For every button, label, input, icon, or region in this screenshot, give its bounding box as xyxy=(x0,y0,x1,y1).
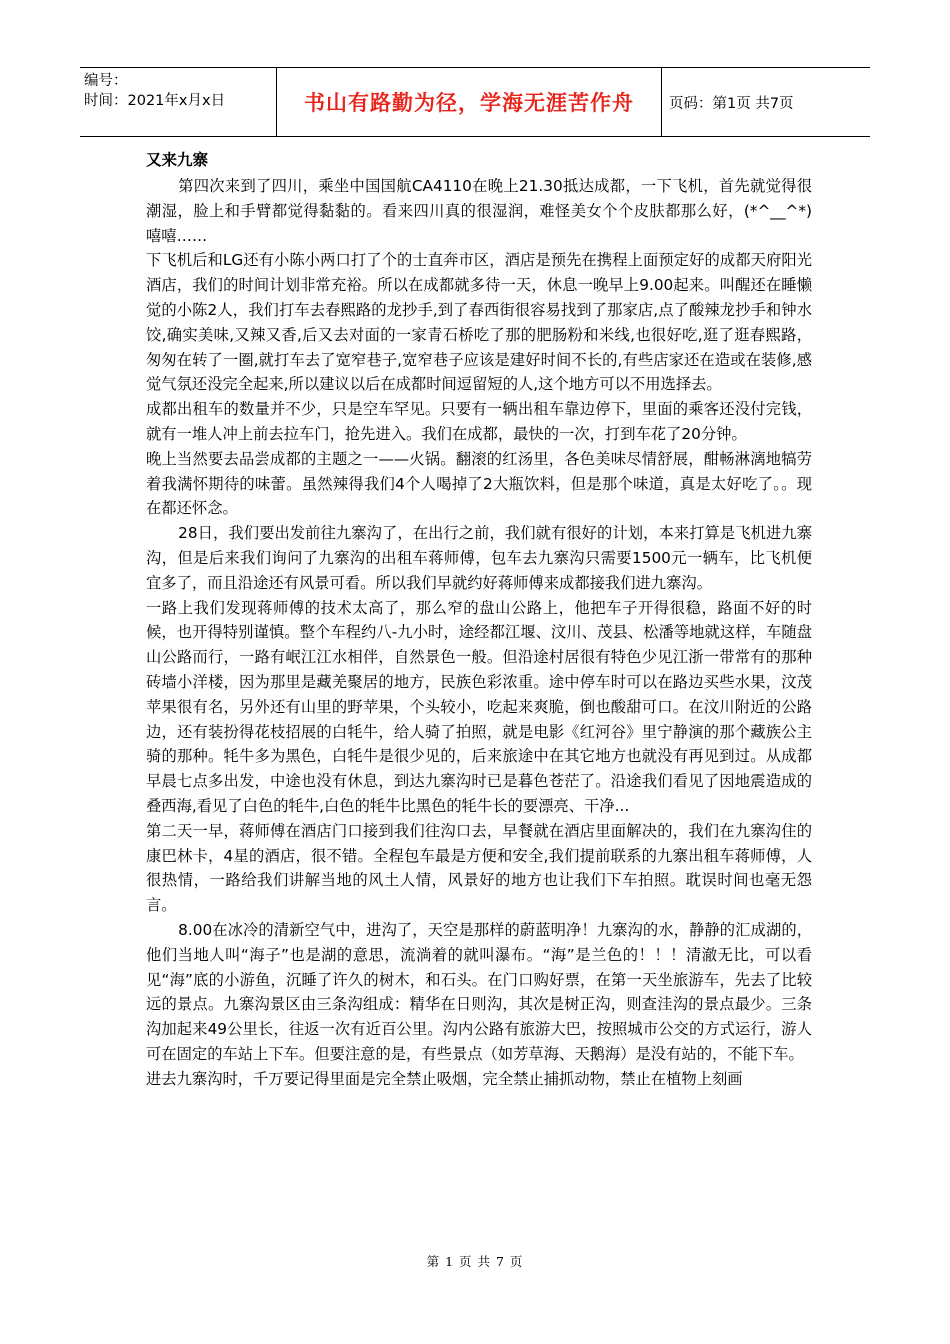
header-page-number: 页码：第1页 共7页 xyxy=(669,95,794,112)
article-body xyxy=(146,147,812,1091)
paragraph: 进去九寨沟时，千万要记得里面是完全禁止吸烟，完全禁止捕抓动物，禁止在植物上刻画 xyxy=(146,1069,743,1088)
paragraph: 晚上当然要去品尝成都的主题之一——火锅。翻滚的红汤里，各色美味尽情舒展，酣畅淋漓地犒劳着我满怀期待的味蕾。虽然辣得我们4个人喝掉了2大瓶饮料，但是那个味道，真是太好吃了。。现在都还怀念。 xyxy=(146,449,812,518)
document-header xyxy=(80,67,870,137)
header-motto: 书山有路勤为径，学海无涯苦作舟 xyxy=(304,91,634,115)
paragraph: 成都出租车的数量并不少，只是空车罕见。只要有一辆出租车靠边停下，里面的乘客还没付完钱，就有一堆人冲上前去拉车门，抢先进入。我们在成都，最快的一次，打到车花了20分钟。 xyxy=(146,400,812,443)
paragraph: 第二天一早，蒋师傅在酒店门口接到我们往沟口去，早餐就在酒店里面解决的，我们在九寨沟住的康巴林卡，4星的酒店，很不错。全程包车最是方便和安全,我们提前联系的九寨出租车蒋师傅，人很热情，一路给我们讲解当地的风土人情，风景好的地方也让我们下车拍照。耽误时间也毫无怨言。 xyxy=(146,821,812,915)
page-footer: 第 1 页 共 7 页 xyxy=(426,1254,524,1269)
header-motto-cell xyxy=(276,68,662,136)
header-page-cell xyxy=(661,68,870,136)
header-meta-cell xyxy=(80,68,276,136)
paragraph: 28日，我们要出发前往九寨沟了，在出行之前，我们就有很好的计划，本来打算是飞机进九寨沟，但是后来我们询问了九寨沟的出租车蒋师傅，包车去九寨沟只需要1500元一辆车，比飞机便宜多了，而且沿途还有风景可看。所以我们早就约好蒋师傅来成都接我们进九寨沟。 xyxy=(146,524,812,592)
paragraph: 一路上我们发现蒋师傅的技术太高了，那么窄的盘山公路上，他把车子开得很稳，路面不好的时候，也开得特别谨慎。整个车程约八-九小时，途经都江堰、汶川、茂县、松潘等地就这样，车随盘山公路而行，一路有岷江江水相伴，自然景色一般。但沿途村居很有特色少见江浙一带常有的那种砖墙小洋楼，因为那里是藏羌聚居的地方，民族色彩浓重。途中停车时可以在路边买些水果，汶茂苹果很有名，另外还有山里的野苹果，个头较小，吃起来爽脆，倒也酸甜可口。在汶川附近的公路边，还有装扮得花枝招展的白牦牛，给人骑了拍照，就是电影《红河谷》里宁静演的那个藏族公主骑的那种。牦牛多为黑色，白牦牛是很少见的，后来旅途中在其它地方也就没有再见到过。从成都早晨七点多出发，中途也没有休息，到达九寨沟时已是暮色苍茫了。沿途我们看见了因地震造成的叠西海,看见了白色的牦牛,白色的牦牛比黑色的牦牛长的要漂亮、干净... xyxy=(146,598,812,815)
date-label: 时间：2021年x月x日 xyxy=(84,93,226,109)
paragraph: 下飞机后和LG还有小陈小两口打了个的士直奔市区，酒店是预先在携程上面预定好的成都天府阳光酒店，我们的时间计划非常充裕。所以在成都就多待一天，休息一晚早上9.00起来。叫醒还在睡懒觉的小陈2人，我们打车去春熙路的龙抄手,到了春西街很容易找到了那家店,点了酸辣龙抄手和钟水饺,确实美味,又辣又香,后又去对面的一家青石桥吃了那的肥肠粉和米线,也很好吃,逛了逛春熙路，匆匆在转了一圈,就打车去了宽窄巷子,宽窄巷子应该是建好时间不长的,有些店家还在造或在装修,感觉气氛还没完全起来,所以建议以后在成都时间逗留短的人,这个地方可以不用选择去。 xyxy=(146,251,812,394)
paragraph: 第四次来到了四川，乘坐中国国航CA4110在晚上21.30抵达成都，一下飞机，首先就觉得很潮湿，脸上和手臂都觉得黏黏的。看来四川真的很湿润，难怪美女个个皮肤都那么好，(*^__^*) 嘻嘻…… xyxy=(146,177,812,245)
paragraph: 8.00在冰冷的清新空气中，进沟了，天空是那样的蔚蓝明净！九寨沟的水，静静的汇成湖的，他们当地人叫“海子”也是湖的意思，流淌着的就叫瀑布。“海”是兰色的！！！清澈无比，可以看见“海”底的小游鱼，沉睡了许久的树木，和石头。在门口购好票，在第一天坐旅游车，先去了比较远的景点。九寨沟景区由三条沟组成：精华在日则沟，其次是树正沟，则查洼沟的景点最少。三条沟加起来49公里长，往返一次有近百公里。沟内公路有旅游大巴，按照城市公交的方式运行，游人可在固定的车站上下车。但要注意的是，有些景点（如芳草海、天鹅海）是没有站的，不能下车。 xyxy=(146,920,812,1063)
number-label: 编号： xyxy=(84,73,128,89)
article-title: 又来九寨 xyxy=(146,151,209,169)
